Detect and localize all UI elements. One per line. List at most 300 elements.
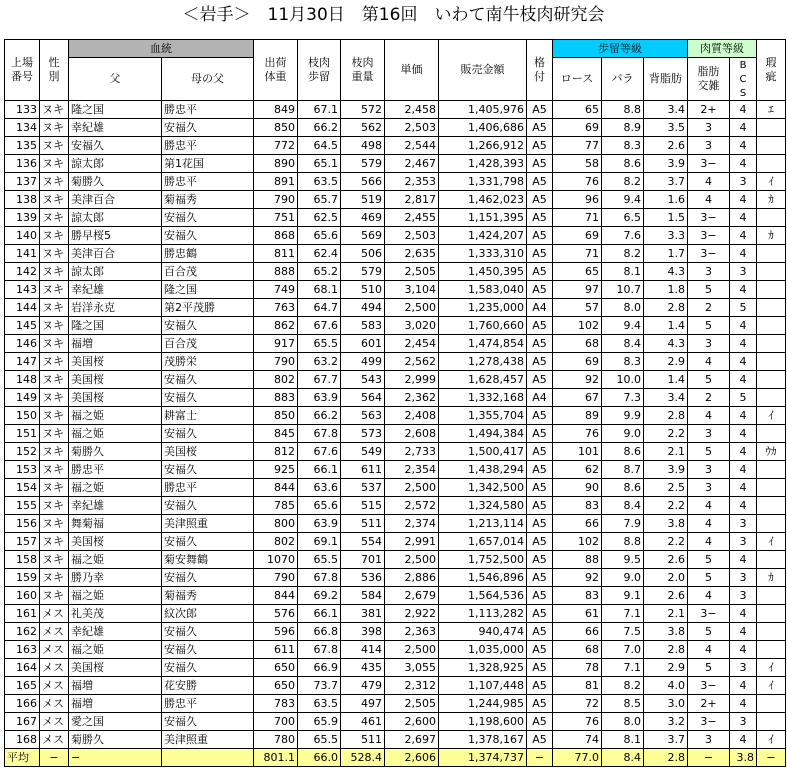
cell-rib: 8.7 — [602, 461, 644, 479]
cell-marbling: 5 — [688, 371, 730, 389]
cell-carcass: 398 — [341, 623, 385, 641]
cell-loin: 68 — [553, 335, 602, 353]
cell-lot: 142 — [5, 263, 40, 281]
cell-yield: 65.6 — [298, 227, 341, 245]
cell-weight: 812 — [254, 443, 298, 461]
cell-dam-sire: 安福久 — [162, 713, 254, 731]
cell-sex: ヌキ — [40, 137, 69, 155]
cell-weight: 802 — [254, 533, 298, 551]
cell-defect — [757, 281, 786, 299]
cell-marbling: 4 — [688, 173, 730, 191]
cell-yield: 62.5 — [298, 209, 341, 227]
cell-carcass: 583 — [341, 317, 385, 335]
cell-sales: 1,244,985 — [439, 695, 527, 713]
cell-lot: 164 — [5, 659, 40, 677]
cell-yield: 65.1 — [298, 155, 341, 173]
cell-weight: 780 — [254, 731, 298, 749]
cell-sire: 隆之国 — [69, 317, 162, 335]
cell-fat: 2.6 — [644, 551, 688, 569]
cell-defect — [757, 245, 786, 263]
header-unit-price: 単価 — [385, 40, 439, 101]
cell-lot: 133 — [5, 101, 40, 119]
page-title: ＜岩手＞ 11月30日 第16回 いわて南牛枝肉研究会 — [182, 5, 605, 25]
cell-carcass: 554 — [341, 533, 385, 551]
cell-loin: 83 — [553, 587, 602, 605]
cell-sales: 1,462,023 — [439, 191, 527, 209]
cell-weight: 925 — [254, 461, 298, 479]
cell-grade: A5 — [527, 209, 553, 227]
table-row — [5, 371, 786, 389]
cell-fat: 3.7 — [644, 731, 688, 749]
cell-weight: 650 — [254, 677, 298, 695]
cell-weight: 700 — [254, 713, 298, 731]
table-row — [5, 155, 786, 173]
header-dam-sire: 母の父 — [162, 58, 254, 101]
cell-bcs: 4 — [730, 407, 757, 425]
cell-sex: ヌキ — [40, 497, 69, 515]
cell-sex: ヌキ — [40, 245, 69, 263]
cell-defect: − — [757, 749, 786, 767]
cell-sire: 勝忠平 — [69, 461, 162, 479]
cell-carcass: 572 — [341, 101, 385, 119]
cell-sales: 1,500,417 — [439, 443, 527, 461]
cell-defect — [757, 695, 786, 713]
cell-yield: 67.6 — [298, 443, 341, 461]
cell-yield: 67.1 — [298, 101, 341, 119]
cell-lot: 163 — [5, 641, 40, 659]
cell-lot: 135 — [5, 137, 40, 155]
cell-marbling: 4 — [688, 353, 730, 371]
cell-sales: 1,324,580 — [439, 497, 527, 515]
cell-lot: 145 — [5, 317, 40, 335]
cell-sales: 1,494,384 — [439, 425, 527, 443]
cell-sire: 福之姫 — [69, 407, 162, 425]
cell-rib: 10.0 — [602, 371, 644, 389]
cell-rib: 7.6 — [602, 227, 644, 245]
cell-marbling: 4 — [688, 407, 730, 425]
cell-marbling: 3− — [688, 713, 730, 731]
cell-bcs: 4 — [730, 497, 757, 515]
cell-yield: 63.2 — [298, 353, 341, 371]
cell-fat: 3.4 — [644, 389, 688, 407]
cell-lot: 162 — [5, 623, 40, 641]
cell-sales: 1,213,114 — [439, 515, 527, 533]
table-row — [5, 137, 786, 155]
header-fat: 背脂肪 — [644, 58, 688, 101]
cell-grade: A5 — [527, 623, 553, 641]
cell-sales: 1,378,167 — [439, 731, 527, 749]
cell-carcass: 566 — [341, 173, 385, 191]
cell-yield: 63.6 — [298, 479, 341, 497]
cell-defect — [757, 623, 786, 641]
cell-marbling: 3 — [688, 731, 730, 749]
cell-unit-price: 2,697 — [385, 731, 439, 749]
cell-unit-price: 2,500 — [385, 479, 439, 497]
cell-weight: 844 — [254, 587, 298, 605]
cell-fat: 3.7 — [644, 173, 688, 191]
cell-yield: 67.6 — [298, 317, 341, 335]
cell-grade: A5 — [527, 371, 553, 389]
cell-unit-price: 2,363 — [385, 623, 439, 641]
cell-sire: 幸紀雄 — [69, 623, 162, 641]
cell-yield: 66.9 — [298, 659, 341, 677]
cell-yield: 66.2 — [298, 119, 341, 137]
cell-defect — [757, 389, 786, 407]
cell-loin: 89 — [553, 407, 602, 425]
cell-sire: 福之姫 — [69, 425, 162, 443]
cell-sex: ヌキ — [40, 101, 69, 119]
cell-grade: A5 — [527, 173, 553, 191]
cell-bcs: 4 — [730, 353, 757, 371]
cell-sex: − — [40, 749, 69, 767]
cell-sire: 福増 — [69, 695, 162, 713]
table-row — [5, 173, 786, 191]
cell-carcass: 563 — [341, 407, 385, 425]
cell-rib: 8.3 — [602, 137, 644, 155]
cell-marbling: 2+ — [688, 101, 730, 119]
cell-sex: ヌキ — [40, 461, 69, 479]
cell-rib: 8.0 — [602, 299, 644, 317]
table-row — [5, 407, 786, 425]
cell-sales: 1,235,000 — [439, 299, 527, 317]
cell-rib: 8.4 — [602, 335, 644, 353]
cell-sire: 福之姫 — [69, 641, 162, 659]
cell-lot: 156 — [5, 515, 40, 533]
header-sales: 販売金額 — [439, 40, 527, 101]
cell-sex: ヌキ — [40, 515, 69, 533]
cell-lot: 166 — [5, 695, 40, 713]
cell-grade: A5 — [527, 569, 553, 587]
cell-fat: 3.8 — [644, 623, 688, 641]
cell-loin: 72 — [553, 695, 602, 713]
cell-loin: 101 — [553, 443, 602, 461]
cell-sales: 1,151,395 — [439, 209, 527, 227]
table-row — [5, 533, 786, 551]
cell-marbling: 3 — [688, 479, 730, 497]
cell-weight: 811 — [254, 245, 298, 263]
cell-lot: 149 — [5, 389, 40, 407]
cell-unit-price: 2,408 — [385, 407, 439, 425]
cell-rib: 8.6 — [602, 479, 644, 497]
cell-fat: 2.6 — [644, 587, 688, 605]
table-row — [5, 209, 786, 227]
cell-sex: ヌキ — [40, 353, 69, 371]
cell-yield: 64.7 — [298, 299, 341, 317]
cell-lot: 151 — [5, 425, 40, 443]
cell-grade: A5 — [527, 443, 553, 461]
cell-rib: 8.0 — [602, 713, 644, 731]
cell-sales: 940,474 — [439, 623, 527, 641]
cell-loin: 66 — [553, 623, 602, 641]
cell-fat: 2.8 — [644, 407, 688, 425]
cell-bcs: 4 — [730, 281, 757, 299]
cell-sire: 安福久 — [69, 137, 162, 155]
cell-marbling: 4 — [688, 587, 730, 605]
cell-fat: 2.6 — [644, 137, 688, 155]
cell-dam-sire: 安福久 — [162, 497, 254, 515]
cell-defect: ｲ — [757, 173, 786, 191]
cell-rib: 8.4 — [602, 497, 644, 515]
cell-grade: A5 — [527, 191, 553, 209]
cell-grade: A4 — [527, 389, 553, 407]
cell-rib: 7.1 — [602, 605, 644, 623]
header-yield — [298, 40, 341, 101]
cell-unit-price: 3,104 — [385, 281, 439, 299]
cell-loin: 96 — [553, 191, 602, 209]
cell-carcass: 543 — [341, 371, 385, 389]
cell-sales: 1,450,395 — [439, 263, 527, 281]
header-grade-label: 格 付 — [534, 56, 545, 83]
cell-marbling: 4 — [688, 641, 730, 659]
cell-carcass: 498 — [341, 137, 385, 155]
cell-yield: 69.2 — [298, 587, 341, 605]
table-row — [5, 389, 786, 407]
cell-dam-sire: 安福久 — [162, 623, 254, 641]
cell-sex: ヌキ — [40, 335, 69, 353]
table-row — [5, 515, 786, 533]
cell-dam-sire: 隆之国 — [162, 281, 254, 299]
cell-sales: 1,266,912 — [439, 137, 527, 155]
cell-rib: 9.9 — [602, 407, 644, 425]
header-weight-label: 出荷 体重 — [264, 56, 287, 83]
cell-loin: 69 — [553, 227, 602, 245]
cell-rib: 7.1 — [602, 659, 644, 677]
cell-grade: A5 — [527, 605, 553, 623]
cell-lot: 150 — [5, 407, 40, 425]
cell-dam-sire: 茂勝栄 — [162, 353, 254, 371]
cell-yield: 65.5 — [298, 551, 341, 569]
cell-lot: 146 — [5, 335, 40, 353]
cell-carcass: 611 — [341, 461, 385, 479]
cell-carcass: 511 — [341, 731, 385, 749]
cell-dam-sire: 百合茂 — [162, 335, 254, 353]
header-sex — [40, 40, 69, 101]
cell-yield: 67.8 — [298, 425, 341, 443]
cell-loin: 68 — [553, 641, 602, 659]
cell-grade: A5 — [527, 335, 553, 353]
cell-loin: 65 — [553, 101, 602, 119]
header-yield-label: 枝肉 歩留 — [308, 56, 330, 83]
cell-fat: 3.2 — [644, 713, 688, 731]
cell-rib: 8.2 — [602, 173, 644, 191]
cell-weight: 801.1 — [254, 749, 298, 767]
cell-unit-price: 2,635 — [385, 245, 439, 263]
cell-sales: 1,278,438 — [439, 353, 527, 371]
cell-rib: 8.1 — [602, 731, 644, 749]
cell-sire: 福増 — [69, 335, 162, 353]
cell-marbling: 4 — [688, 191, 730, 209]
table-row — [5, 425, 786, 443]
cell-fat: 1.8 — [644, 281, 688, 299]
cell-carcass: 564 — [341, 389, 385, 407]
cell-bcs: 4 — [730, 137, 757, 155]
cell-marbling: 3 — [688, 263, 730, 281]
cell-rib: 9.0 — [602, 425, 644, 443]
table-row — [5, 677, 786, 695]
cell-defect: ｲ — [757, 533, 786, 551]
cell-rib: 9.1 — [602, 587, 644, 605]
cell-dam-sire: 勝忠平 — [162, 695, 254, 713]
cell-unit-price: 2,679 — [385, 587, 439, 605]
cell-yield: 63.5 — [298, 695, 341, 713]
cell-sire: 勝乃幸 — [69, 569, 162, 587]
table-row — [5, 659, 786, 677]
cell-carcass: 549 — [341, 443, 385, 461]
cell-fat: 1.4 — [644, 317, 688, 335]
cell-sales: 1,438,294 — [439, 461, 527, 479]
cell-bcs: 4 — [730, 479, 757, 497]
cell-grade: A5 — [527, 515, 553, 533]
cell-dam-sire: 安福久 — [162, 119, 254, 137]
cell-sex: ヌキ — [40, 389, 69, 407]
table-row — [5, 479, 786, 497]
cell-bcs: 3 — [730, 533, 757, 551]
cell-rib: 8.1 — [602, 263, 644, 281]
cell-dam-sire: 菊福秀 — [162, 191, 254, 209]
cell-lot: 136 — [5, 155, 40, 173]
cell-carcass: 515 — [341, 497, 385, 515]
cell-grade: A5 — [527, 641, 553, 659]
cell-loin: 92 — [553, 569, 602, 587]
cell-lot: 160 — [5, 587, 40, 605]
table-header — [5, 40, 786, 101]
cell-lot: 137 — [5, 173, 40, 191]
cell-rib: 10.7 — [602, 281, 644, 299]
cell-rib: 8.2 — [602, 677, 644, 695]
cell-lot: 148 — [5, 371, 40, 389]
cell-marbling: 4 — [688, 515, 730, 533]
cell-dam-sire: 安福久 — [162, 659, 254, 677]
cell-unit-price: 2,922 — [385, 605, 439, 623]
table-row — [5, 641, 786, 659]
cell-sex: ヌキ — [40, 173, 69, 191]
cell-marbling: 3− — [688, 227, 730, 245]
cell-grade: A5 — [527, 281, 553, 299]
table-row — [5, 731, 786, 749]
cell-unit-price: 3,020 — [385, 317, 439, 335]
cell-marbling: 5 — [688, 281, 730, 299]
cell-dam-sire: 安福久 — [162, 227, 254, 245]
cell-carcass: 479 — [341, 677, 385, 695]
cell-fat: 2.2 — [644, 533, 688, 551]
cell-grade: A5 — [527, 497, 553, 515]
cell-sire: − — [69, 749, 162, 767]
cell-fat: 3.9 — [644, 155, 688, 173]
cell-bcs: 3 — [730, 569, 757, 587]
table-row — [5, 227, 786, 245]
cell-lot: 141 — [5, 245, 40, 263]
cell-defect — [757, 497, 786, 515]
cell-yield: 66.8 — [298, 623, 341, 641]
cell-defect: ｶ — [757, 227, 786, 245]
cell-carcass: 511 — [341, 515, 385, 533]
cell-bcs: 4 — [730, 155, 757, 173]
cell-loin: 61 — [553, 605, 602, 623]
cell-grade: A5 — [527, 407, 553, 425]
cell-rib: 8.2 — [602, 245, 644, 263]
cell-dam-sire: 安福久 — [162, 209, 254, 227]
cell-rib: 8.3 — [602, 353, 644, 371]
cell-sex: ヌキ — [40, 119, 69, 137]
table-row — [5, 497, 786, 515]
cell-weight: 650 — [254, 659, 298, 677]
cell-sex: ヌキ — [40, 299, 69, 317]
cell-rib: 8.8 — [602, 101, 644, 119]
cell-sire: 福増 — [69, 677, 162, 695]
cell-bcs: 4 — [730, 209, 757, 227]
cell-grade: A5 — [527, 317, 553, 335]
cell-loin: 77.0 — [553, 749, 602, 767]
header-bcs-label: B C S — [739, 60, 747, 99]
cell-sire: 舞菊福 — [69, 515, 162, 533]
cell-defect: ｲ — [757, 677, 786, 695]
cell-sire: 福之姫 — [69, 551, 162, 569]
cell-sales: 1,406,686 — [439, 119, 527, 137]
cell-fat: 1.5 — [644, 209, 688, 227]
cell-carcass: 506 — [341, 245, 385, 263]
cell-sire: 福之姫 — [69, 479, 162, 497]
cell-lot: 143 — [5, 281, 40, 299]
cell-weight: 845 — [254, 425, 298, 443]
cell-defect — [757, 371, 786, 389]
cell-lot: 153 — [5, 461, 40, 479]
cell-marbling: 3 — [688, 137, 730, 155]
cell-sales: 1,424,207 — [439, 227, 527, 245]
header-weight — [254, 40, 298, 101]
cell-bcs: 3 — [730, 173, 757, 191]
cell-sales: 1,328,925 — [439, 659, 527, 677]
cell-unit-price: 2,817 — [385, 191, 439, 209]
cell-sex: ヌキ — [40, 425, 69, 443]
header-carcass — [341, 40, 385, 101]
cell-bcs: 4 — [730, 695, 757, 713]
cell-sales: 1,355,704 — [439, 407, 527, 425]
cell-defect — [757, 515, 786, 533]
cell-fat: 2.8 — [644, 299, 688, 317]
cell-fat: 3.3 — [644, 227, 688, 245]
cell-sales: 1,198,600 — [439, 713, 527, 731]
cell-marbling: 2+ — [688, 695, 730, 713]
cell-grade: A5 — [527, 479, 553, 497]
cell-sex: ヌキ — [40, 569, 69, 587]
table-row — [5, 569, 786, 587]
cell-sex: ヌキ — [40, 407, 69, 425]
cell-defect — [757, 587, 786, 605]
cell-fat: 1.4 — [644, 371, 688, 389]
cell-sire: 菊勝久 — [69, 173, 162, 191]
cell-weight: 844 — [254, 479, 298, 497]
cell-unit-price: 2,362 — [385, 389, 439, 407]
cell-sales: 1,332,168 — [439, 389, 527, 407]
cell-bcs: 4 — [730, 623, 757, 641]
average-row — [5, 749, 786, 767]
cell-bcs: 4 — [730, 335, 757, 353]
cell-sales: 1,657,014 — [439, 533, 527, 551]
cell-grade: A5 — [527, 677, 553, 695]
cell-loin: 102 — [553, 317, 602, 335]
cell-fat: 3.5 — [644, 119, 688, 137]
cell-sire: 幸紀雄 — [69, 281, 162, 299]
cell-sex: メス — [40, 677, 69, 695]
cell-dam-sire: 第2平茂勝 — [162, 299, 254, 317]
cell-rib: 9.5 — [602, 551, 644, 569]
cell-rib: 9.4 — [602, 317, 644, 335]
cell-sales: 1,342,500 — [439, 479, 527, 497]
cell-defect — [757, 209, 786, 227]
cell-dam-sire: 菊福秀 — [162, 587, 254, 605]
cell-fat: 1.7 — [644, 245, 688, 263]
cell-carcass: 601 — [341, 335, 385, 353]
